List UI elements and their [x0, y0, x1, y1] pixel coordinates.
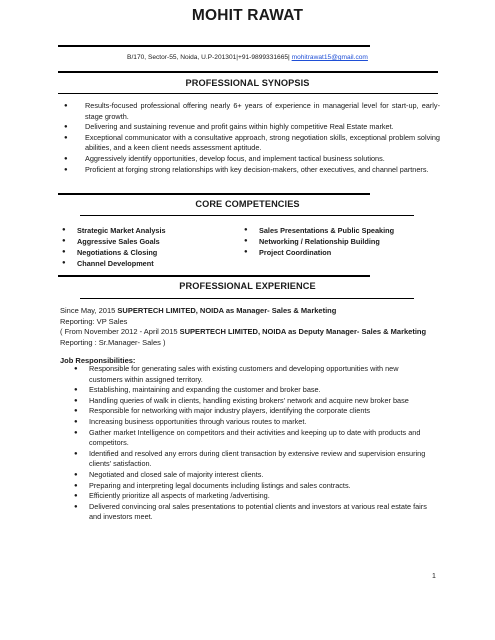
competency-item-text: Project Coordination — [259, 248, 332, 257]
bullet-icon: ● — [74, 397, 78, 404]
competency-item-text: Negotiations & Closing — [77, 248, 158, 257]
email-link[interactable]: mohitrawat15@gmail.com — [291, 54, 368, 61]
responsibility-item — [74, 470, 434, 481]
responsibility-item-text: Negotiated and closed sale of majority interest clients. — [89, 469, 264, 479]
responsibility-item — [74, 428, 434, 449]
competency-item-text: Strategic Market Analysis — [77, 226, 166, 235]
responsibility-item — [74, 406, 434, 417]
responsibility-item-text: Delivered convincing oral sales presentations to potential clients and investors at various real estate fairs and investors meet. — [89, 501, 427, 522]
responsibility-item-text: Increasing business opportunities through various routes to market. — [89, 416, 307, 426]
role2-period: ( From November 2012 - April 2015 — [60, 327, 180, 337]
responsibility-item-text: Identified and resolved any errors during client transaction by extensive review and supervision ensuring clients' satisfaction. — [89, 448, 426, 469]
bullet-icon: ● — [74, 408, 78, 415]
experience-details — [60, 306, 440, 367]
responsibility-item-text: Establishing, maintaining and expanding the customer and broker base. — [89, 385, 321, 395]
competency-item-text: Aggressive Sales Goals — [77, 237, 160, 246]
responsibility-item — [74, 481, 434, 492]
competency-item — [244, 247, 394, 258]
bullet-icon: ● — [64, 103, 68, 109]
competencies-heading: CORE COMPETENCIES — [195, 199, 300, 209]
responsibility-item — [74, 502, 434, 523]
competency-item — [62, 225, 166, 236]
bullet-icon: ● — [74, 387, 78, 394]
competencies-left-column — [62, 225, 166, 269]
responsibility-item-text: Efficiently prioritize all aspects of marketing /advertising. — [89, 491, 270, 501]
competencies-bottom-rule — [80, 215, 414, 216]
experience-top-rule — [58, 275, 370, 277]
bullet-icon: ● — [74, 450, 78, 457]
synopsis-heading: PROFESSIONAL SYNOPSIS — [185, 78, 310, 88]
bullet-icon: ● — [244, 227, 248, 233]
bullet-icon: ● — [244, 249, 248, 255]
role1-period: Since May, 2015 — [60, 306, 118, 315]
competency-item — [62, 247, 166, 258]
role2-reporting: Reporting : Sr.Manager- Sales ) — [60, 337, 166, 347]
synopsis-item — [64, 165, 440, 176]
synopsis-item — [64, 101, 440, 122]
bullet-icon: ● — [74, 429, 78, 436]
competency-item — [244, 225, 394, 236]
bullet-icon: ● — [74, 471, 78, 478]
synopsis-item — [64, 133, 440, 154]
page-number: 1 — [432, 573, 436, 580]
responsibilities-heading: Job Responsibilities: — [60, 356, 136, 366]
bullet-icon: ● — [62, 238, 66, 244]
bullet-icon: ● — [244, 238, 248, 244]
role1-line — [60, 306, 440, 317]
candidate-name: MOHIT RAWAT — [191, 7, 304, 24]
bullet-icon: ● — [64, 134, 68, 141]
synopsis-item-text: Results-focused professional offering nearly 6+ years of experience in managerial level for start-up, early-stage growth. — [85, 101, 440, 121]
bullet-icon: ● — [64, 124, 68, 131]
responsibility-item — [74, 385, 434, 396]
competency-item-text: Sales Presentations & Public Speaking — [259, 226, 395, 235]
responsibility-item-text: Gather market Intelligence on competitors and their activities and keeping up to date with products and competitors. — [89, 427, 421, 448]
competencies-top-rule — [58, 193, 370, 195]
bullet-icon: ● — [64, 155, 68, 162]
competency-item — [62, 236, 166, 247]
responsibility-item — [74, 417, 434, 428]
synopsis-item-text: Delivering and sustaining revenue and profit gains within highly competitive Real Estate market. — [85, 122, 394, 132]
bullet-icon: ● — [64, 166, 68, 173]
contact-details: B/170, Sector-55, Noida, U.P-201301|+91-9899331665| — [127, 54, 290, 61]
bullet-icon: ● — [62, 227, 66, 233]
bullet-icon: ● — [74, 366, 78, 372]
synopsis-item — [64, 122, 440, 133]
synopsis-item-text: Aggressively identify opportunities, develop focus, and implement tactical business solutions. — [85, 153, 385, 163]
competency-item-text: Networking / Relationship Building — [259, 237, 380, 246]
responsibility-item — [74, 449, 434, 470]
contact-line — [0, 54, 495, 61]
competency-item-text: Channel Development — [77, 259, 154, 268]
bullet-icon: ● — [74, 503, 78, 510]
responsibility-item-text: Responsible for networking with major industry players, identifying the corporate clients — [89, 406, 371, 416]
bullet-icon: ● — [62, 260, 66, 266]
synopsis-list — [64, 101, 440, 175]
responsibility-item-text: Handling queries of walk in clients, handling existing brokers' network and acquire new broker base — [89, 395, 409, 405]
role2-title: SUPERTECH LIMITED, NOIDA as Deputy Manager- Sales & Marketing — [179, 327, 427, 337]
synopsis-item — [64, 154, 440, 165]
bullet-icon: ● — [74, 418, 78, 425]
bullet-icon: ● — [74, 493, 78, 500]
role2-line — [60, 327, 440, 338]
responsibility-item-text: Responsible for generating sales with existing customers and developing opportunities with new customers within assigned territory. — [89, 364, 399, 384]
bullet-icon: ● — [74, 482, 78, 489]
responsibility-item — [74, 396, 434, 407]
responsibility-item — [74, 364, 434, 385]
synopsis-bottom-rule — [58, 93, 438, 94]
competency-item — [62, 258, 166, 269]
role1-title: SUPERTECH LIMITED, NOIDA as Manager- Sales & Marketing — [117, 306, 337, 315]
responsibility-item — [74, 491, 434, 502]
competencies-right-column — [244, 225, 394, 258]
synopsis-item-text: Exceptional communicator with a consultative approach, strong negotiation skills, exceptional problem solving abilities, and a keen client needs assessment aptitude. — [85, 132, 440, 153]
header-divider — [58, 45, 370, 47]
experience-heading: PROFESSIONAL EXPERIENCE — [179, 281, 316, 291]
synopsis-top-rule — [58, 71, 438, 73]
experience-bottom-rule — [80, 298, 414, 299]
role1-reporting: Reporting: VP Sales — [60, 316, 128, 326]
responsibility-item-text: Preparing and interpreting legal documents including listings and sales contracts. — [89, 480, 351, 490]
competency-item — [244, 236, 394, 247]
bullet-icon: ● — [62, 249, 66, 255]
synopsis-item-text: Proficient at forging strong relationships with key decision-makers, other executives, and channel partners. — [85, 164, 429, 174]
responsibilities-list — [74, 364, 434, 523]
